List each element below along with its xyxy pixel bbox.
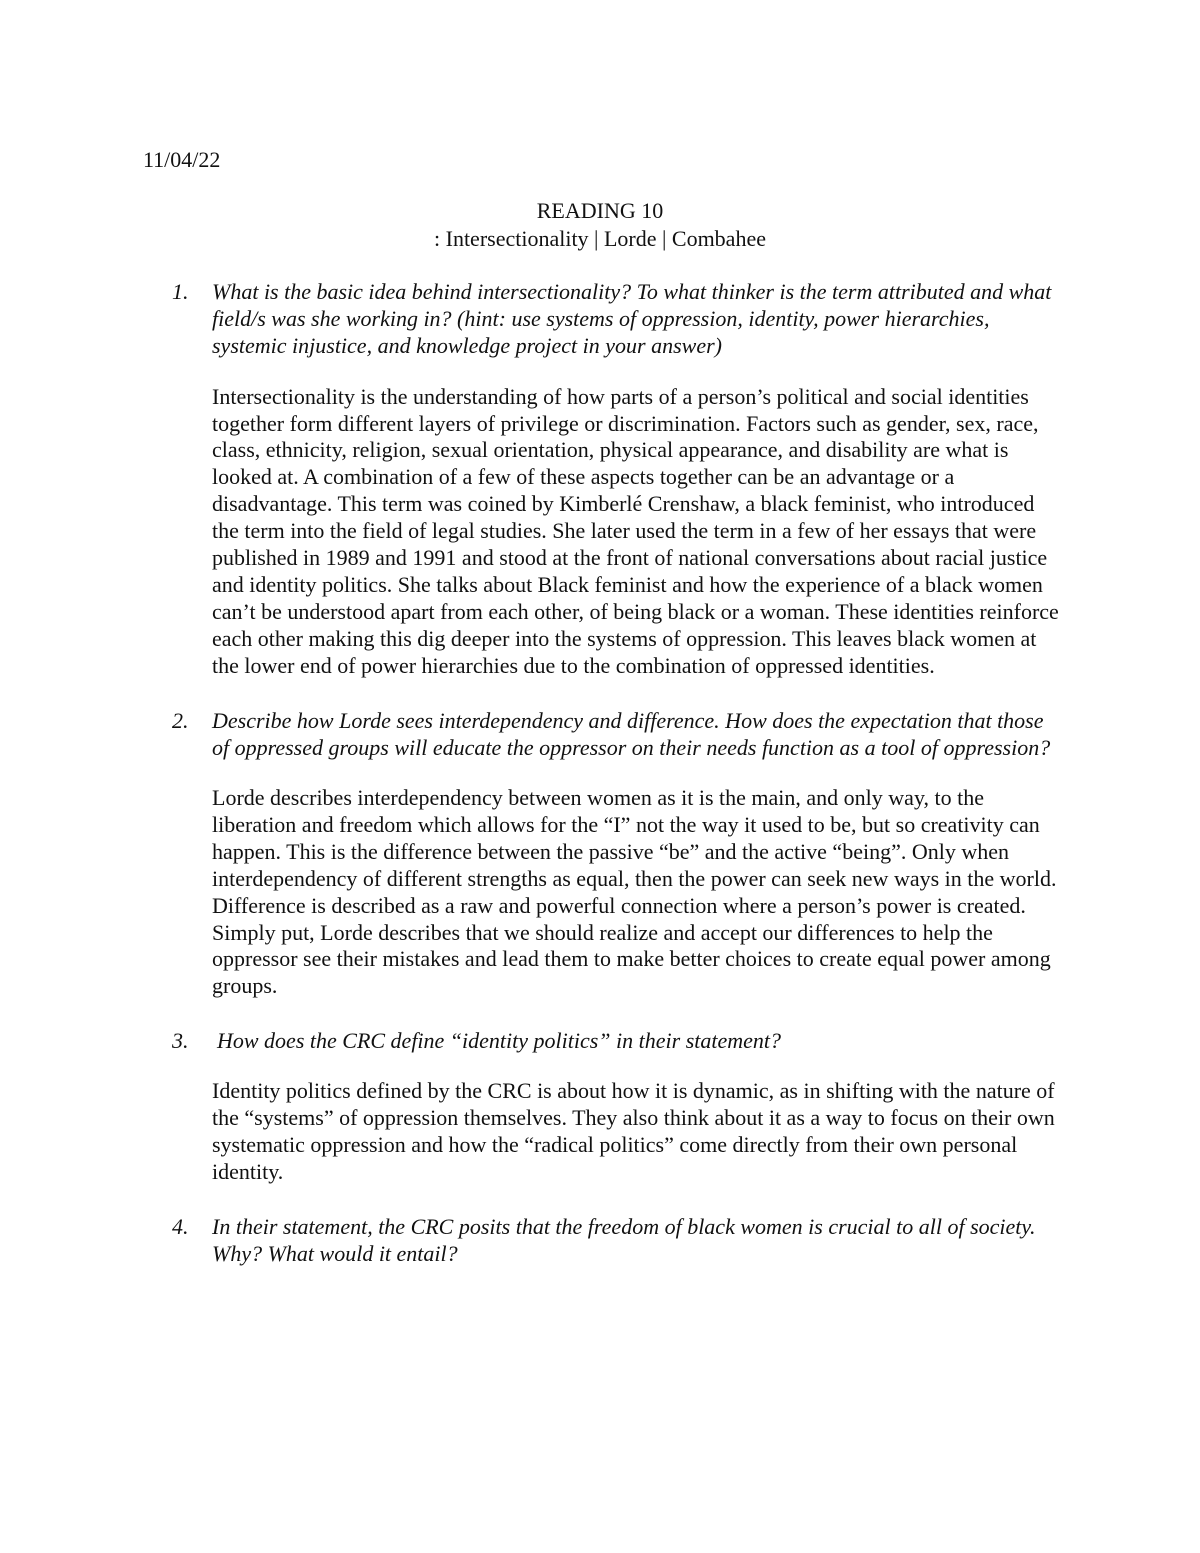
question-item <box>0 707 1200 1001</box>
question-item <box>0 1027 1200 1186</box>
question-text: In their statement, the CRC posits that the freedom of black women is crucial to all of society. Why? What would it entail? <box>212 1214 1036 1267</box>
answer-text: Intersectionality is the understanding of how parts of a person’s political and social identities together form different layers of privilege or discrimination. Factors such as gender, sex, race, class, ethnicity, religion, sexual orientation, physical appearance, and disability are what is looked at. A combination of a few of these aspects together can be an advantage or a disadvantage. This term was coined by Kimberlé Crenshaw, a black feminist, who introduced the term into the field of legal studies. She later used the term in a few of her essays that were published in 1989 and 1991 and stood at the front of national conversations about racial justice and identity politics. She talks about Black feminist and how the experience of a black women can’t be understood apart from each other, of being black or a woman. These identities reinforce each other making this dig deeper into the systems of oppression. This leaves black women at the lower end of power hierarchies due to the combination of oppressed identities. <box>212 383 1059 678</box>
question-item <box>0 1213 1200 1267</box>
document-subtitle: : Intersectionality | Lorde | Combahee <box>434 226 766 251</box>
question-number: 2. <box>172 707 189 733</box>
question-number: 3. <box>172 1028 189 1054</box>
question-text: What is the basic idea behind intersectionality? To what thinker is the term attributed and what field/s was she working in? (hint: use systems of oppression, identity, power hierarchies, systemic injustice, and knowledge project in your answer) <box>212 279 1052 359</box>
question-text: Describe how Lorde sees interdependency and difference. How does the expectation that those of oppressed groups will educate the oppressor on their needs function as a tool of oppression? <box>212 707 1051 760</box>
question-text: How does the CRC define “identity politics” in their statement? <box>217 1028 782 1054</box>
question-number: 1. <box>172 279 189 304</box>
question-list <box>0 278 1200 1294</box>
answer-text: Lorde describes interdependency between women as it is the main, and only way, to the liberation and freedom which allows for the “I” not the way it used to be, but so creativity can happen. This is the difference between the passive “be” and the active “being”. Only when interdependency of different strengths as equal, then the power can seek new ways in the world. Difference is described as a raw and powerful connection where a person’s power is created. Simply put, Lorde describes that we should realize and accept our differences to help the oppressor see their mistakes and lead them to make better choices to create equal power among groups. <box>212 784 1057 999</box>
question-item <box>0 278 1200 680</box>
answer-text: Identity politics defined by the CRC is about how it is dynamic, as in shifting with the nature of the “systems” of oppression themselves. They also think about it as a way to focus on their own systematic oppression and how the “radical politics” come directly from their own personal identity. <box>212 1078 1055 1185</box>
document-date: 11/04/22 <box>143 147 221 172</box>
title-block <box>0 197 1200 253</box>
document-title: READING 10 <box>536 198 664 223</box>
question-number: 4. <box>172 1214 189 1240</box>
